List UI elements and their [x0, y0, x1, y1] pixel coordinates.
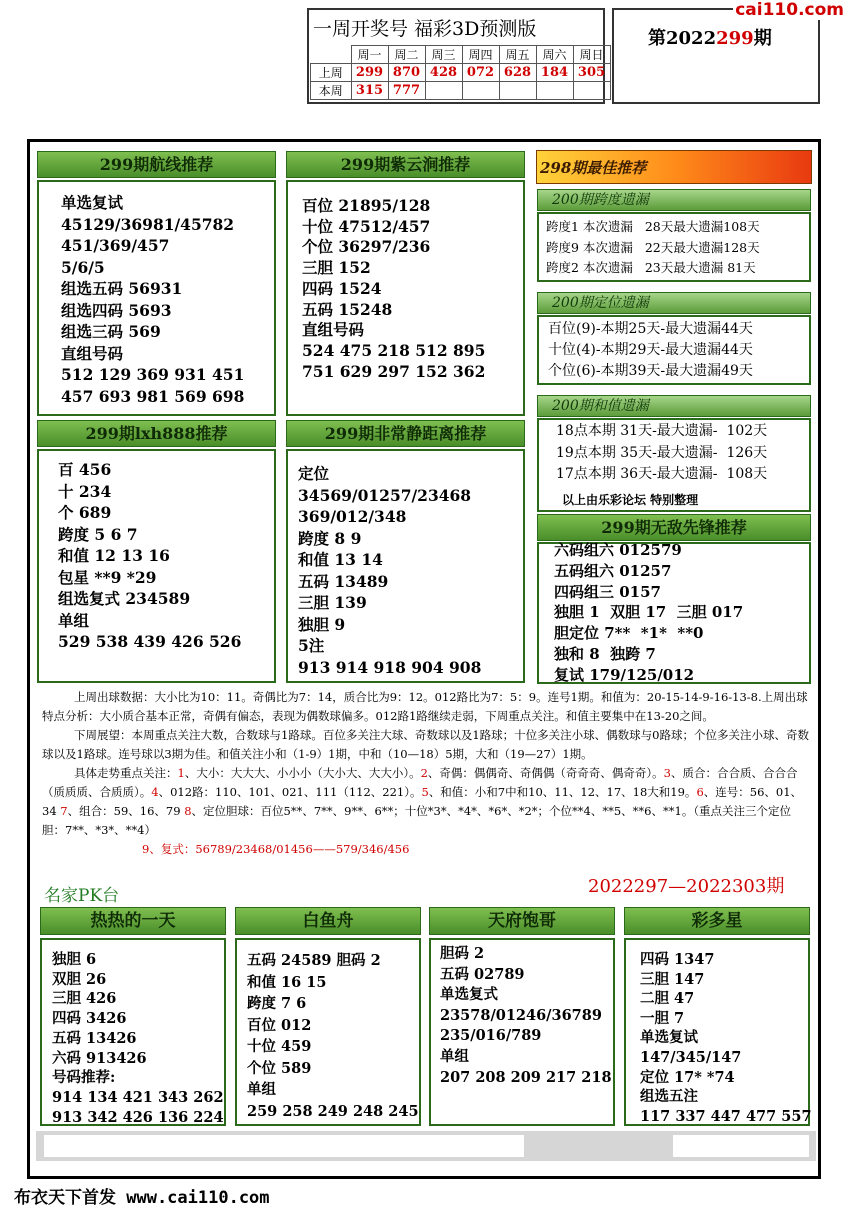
draw-number: 870 — [388, 64, 425, 82]
dingwei-title: 200期定位遗漏 — [537, 292, 811, 314]
blank-field — [673, 1135, 809, 1157]
bottom-title-rere: 热热的一天 — [40, 907, 226, 935]
bottom-text-baiyuzhou: 五码 24589 胆码 2 和值 16 15 跨度 7 6 百位 012 十位 459 个位 589 单组 259 258 249 248 245 — [247, 952, 419, 1120]
draw-results-table — [310, 45, 611, 100]
issue-number: 第2022299期 — [648, 28, 772, 49]
draw-number — [462, 82, 499, 100]
analysis-section — [42, 688, 812, 859]
draw-number: 072 — [462, 64, 499, 82]
day-cell: 周四 — [462, 46, 499, 64]
panel-title-hangxian: 299期航线推荐 — [37, 151, 276, 178]
last-week-row — [311, 64, 611, 82]
bottom-text-rere: 独胆 6 双胆 26 三胆 426 四码 3426 五码 13426 六码 913426 号码推荐: 914 134 421 343 262 913 342 426 136 224 — [52, 951, 224, 1126]
draw-number — [425, 82, 462, 100]
day-cell: 周六 — [536, 46, 573, 64]
draw-number — [536, 82, 573, 100]
draw-number — [499, 82, 536, 100]
kuadu-text: 跨度1 本次遗漏 28天最大遗漏108天 跨度9 本次遗漏 22天最大遗漏128天 跨度2 本次遗漏 23天最大遗漏 81天 — [546, 219, 760, 275]
draw-number — [573, 82, 610, 100]
panel-hangxian-text: 单选复试 45129/36981/45782 451/369/457 5/6/5 组选五码 56931 组选四码 5693 组选三码 569 直组号码 512 129 369 931 451 457 693 981 569 698 — [61, 193, 245, 406]
draw-number: 315 — [351, 82, 388, 100]
row-label: 上周 — [311, 64, 352, 82]
day-cell: 周日 — [573, 46, 610, 64]
days-row — [311, 46, 611, 64]
header-title: 一周开奖号 福彩3D预测版 — [313, 18, 537, 40]
panel-lxh-text: 百 456 十 234 个 689 跨度 5 6 7 和值 12 13 16 包星 **9 *29 组选复式 234589 单组 529 538 439 426 526 — [58, 460, 242, 651]
bottom-title-tianfu: 天府饱哥 — [429, 907, 615, 935]
hezhi-title: 200期和值遗漏 — [537, 395, 811, 417]
draw-number: 299 — [351, 64, 388, 82]
panel-title-ziyun: 299期紫云涧推荐 — [286, 151, 525, 178]
kuadu-title: 200期跨度遗漏 — [537, 189, 811, 211]
day-cell: 周五 — [499, 46, 536, 64]
panel-title-wudi: 299期无敌先锋推荐 — [537, 514, 811, 541]
analysis-fushi: 9、复式：56789/23468/01456——579/346/456 — [142, 842, 410, 856]
draw-number: 628 — [499, 64, 536, 82]
day-cell: 周一 — [351, 46, 388, 64]
mingjia-label: 名家PK台 — [44, 886, 120, 906]
panel-ziyun-text: 百位 21895/128 十位 47512/457 个位 36297/236 三胆 152 四码 1524 五码 15248 直组号码 524 475 218 512 895 751 629 297 152 362 — [302, 196, 486, 381]
panel-feichang-text: 定位 34569/01257/23468 369/012/348 跨度 8 9 和值 13 14 五码 13489 三胆 139 独胆 9 5注 913 914 918 904 908 — [298, 464, 482, 677]
day-cell: 周三 — [425, 46, 462, 64]
draw-number: 305 — [573, 64, 610, 82]
issue-box — [612, 8, 820, 104]
draw-number: 428 — [425, 64, 462, 82]
hezhi-text: 18点本期 31天-最大遗漏- 102天 19点本期 35天-最大遗漏- 126天 17点本期 36天-最大遗漏- 108天 — [556, 423, 768, 482]
bottom-title-baiyuzhou: 白鱼舟 — [235, 907, 421, 935]
draw-number: 184 — [536, 64, 573, 82]
analysis-paragraph: 具体走势重点关注：1、大小：大大大、小小小（大小大、大大小）。2、奇偶：偶偶奇、奇偶偶（奇奇奇、偶奇奇）。3、质合：合合质、合合合（质质质、合质质）。4、012路：110、101、021、111（112、221）。5、和值：小和7中和10、11、12、17、18大和19。6、连号：56、01、34 7、组合：59、16、79 8、定位胆球：百位5**、7**、9**、6**；十位*3*、*4*、*6*、*2*；个位**4、**5、**6、**1。（重点关注三个定位胆：7**、*3*、**4） — [42, 766, 803, 837]
panel-title-feichang: 299期非常静距离推荐 — [286, 420, 525, 447]
footer-text: 布衣天下首发 www.cai110.com — [14, 1188, 270, 1208]
panel-wudi-text: 六码组六 012579 五码组六 01257 四码组三 0157 独胆 1 双胆 17 三胆 017 胆定位 7** *1* **0 独和 8 独跨 7 复试 179/125/012 — [554, 541, 744, 684]
bottom-text-tianfu: 胆码 2 五码 02789 单选复式 23578/01246/36789 235/016/789 单组 207 208 209 217 218 — [440, 945, 612, 1086]
analysis-paragraph: 上周出球数据：大小比为10：11。奇偶比为7：14，质合比为9：12。012路比为7：5：9。连号1期。和值为：20-15-14-9-16-13-8.上周出球特点分析：大小质合基本正常，奇偶有偏态，表现为偶数球偏多。012路1路继续走弱，下周重点关注。和值主要集中在13-20之间。 — [42, 690, 808, 723]
bottom-title-caiduoxing: 彩多星 — [624, 907, 810, 935]
day-cell: 周二 — [388, 46, 425, 64]
blank-field — [44, 1135, 524, 1157]
row-label: 本周 — [311, 82, 352, 100]
period-label: 2022297—2022303期 — [588, 876, 785, 897]
this-week-row — [311, 82, 611, 100]
dingwei-text: 百位(9)-本期25天-最大遗漏44天 十位(4)-本期29天-最大遗漏44天 个位(6)-本期39天-最大遗漏49天 — [548, 321, 753, 379]
draw-number: 777 — [388, 82, 425, 100]
best-title: 298期最佳推荐 — [540, 159, 647, 177]
bottom-text-caiduoxing: 四码 1347 三胆 147 二胆 47 一胆 7 单选复试 147/345/147 定位 17* *74 组选五注 117 337 447 477 557 — [640, 951, 812, 1125]
panel-title-lxh: 299期lxh888推荐 — [37, 420, 276, 447]
site-link[interactable]: cai110.com — [735, 0, 844, 20]
analysis-paragraph: 下周展望：本周重点关注大数，合数球与1路球。百位多关注大球、奇数球以及1路球；十位多关注小球、偶数球与0路球；个位多关注小球、奇数球以及1路球。连号球以3期为佳。和值关注小和（1-9）1期，中和（10—18）5期，大和（19—27）1期。 — [42, 728, 809, 761]
credit-text: 以上由乐彩论坛 特别整理 — [562, 493, 699, 507]
